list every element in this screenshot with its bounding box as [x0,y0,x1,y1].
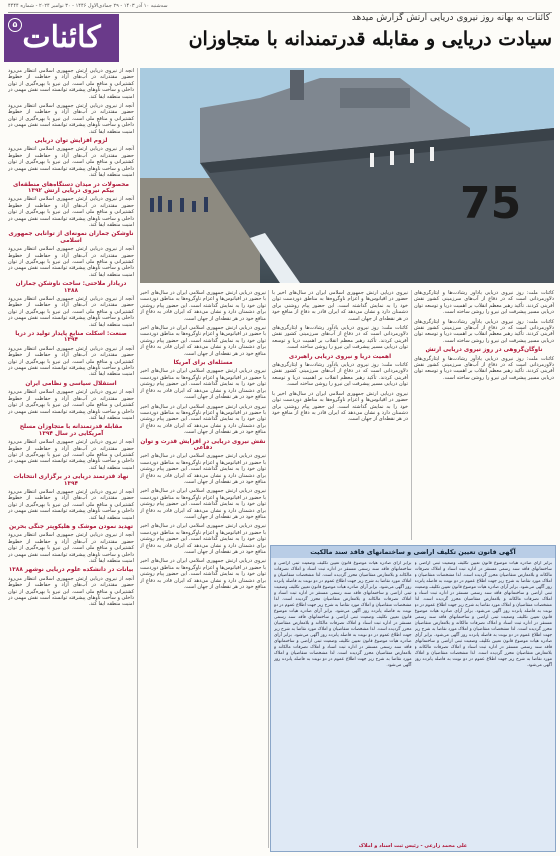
left-column [8,68,134,848]
column-divider [411,290,412,540]
left-body-6: آنچه از نیروی دریایی ارتش جمهوری اسلامی انتظار می‌رود حضور مقتدرانه در آب‌های آزاد و حفاظت از خطوط کشتیرانی و منافع ملی است. این نیرو با بهره‌گیری از توان داخلی و ساخت ناوهای پیشرفته توانسته است نقش مهمی در امنیت منطقه ایفا کند. [8,296,134,328]
left-body-8: آنچه از نیروی دریایی ارتش جمهوری اسلامی انتظار می‌رود حضور مقتدرانه در آب‌های آزاد و حفاظت از خطوط کشتیرانی و منافع ملی است. این نیرو با بهره‌گیری از توان داخلی و ساخت ناوهای پیشرفته توانسته است نقش مهمی در امنیت منطقه ایفا کند. [8,389,134,421]
middle-body-1: نیروی دریایی ارتش جمهوری اسلامی ایران در سال‌های اخیر با حضور در اقیانوس‌ها و اعزام ناوگروه‌ها به مناطق دوردست توان خود را به نمایش گذاشته است. این حضور پیام روشنی برای دشمنان دارد و نشان می‌دهد که ایران قادر به دفاع از منافع خود در هر نقطه‌ای از جهان است. [140,290,266,322]
left-body-2: آنچه از نیروی دریایی ارتش جمهوری اسلامی انتظار می‌رود حضور مقتدرانه در آب‌های آزاد و حفاظت از خطوط کشتیرانی و منافع ملی است. این نیرو با بهره‌گیری از توان داخلی و ساخت ناوهای پیشرفته توانسته است نقش مهمی در امنیت منطقه ایفا کند. [8,103,134,135]
notice-text: برابر آرای صادره هیات موضوع قانون تعیین تکلیف وضعیت ثبتی اراضی و ساختمانهای فاقد سند رسمی مستقر در اداره ثبت اسناد و املاک تصرفات مالکانه و بلامعارض متقاضیان محرز گردیده است. لذا مشخصات متقاضیان و املاک مورد تقاضا به شرح زیر جهت اطلاع عموم در دو نوبت به فاصله پانزده روز آگهی می‌شود. [274,633,412,668]
notice-body [271,558,555,848]
right-body-2: کائنات ملت: روز نیروی دریایی یادآور رشادت‌ها و ایثارگری‌های دلاورمردانی است که در دفاع از آب‌های سرزمینی کشور نقش آفرینی کردند. تأکید رهبر معظم انقلاب بر اهمیت دریا و توسعه توان دریایی مسیر پیشرفت این نیرو را روشن ساخته است. [414,318,554,344]
middle-body-6: نیروی دریایی ارتش جمهوری اسلامی ایران در سال‌های اخیر با حضور در اقیانوس‌ها و اعزام ناوگروه‌ها به مناطق دوردست توان خود را به نمایش گذاشته است. این حضور پیام روشنی برای دشمنان دارد و نشان می‌دهد که ایران قادر به دفاع از منافع خود در هر نقطه‌ای از جهان است. [140,488,266,520]
notice-title: آگهی قانون تعیین تکلیف اراضی و ساختمانهای فاقد سند مالکیت [271,546,555,558]
left-body-5: آنچه از نیروی دریایی ارتش جمهوری اسلامی انتظار می‌رود حضور مقتدرانه در آب‌های آزاد و حفاظت از خطوط کشتیرانی و منافع ملی است. این نیرو با بهره‌گیری از توان داخلی و ساخت ناوهای پیشرفته توانسته است نقش مهمی در امنیت منطقه ایفا کند. [8,246,134,278]
notice-signature: علی محمد زارعی - رئیس ثبت اسناد و املاک [358,843,468,849]
center-body-3: کائنات ملت: روز نیروی دریایی یادآور رشادت‌ها و ایثارگری‌های دلاورمردانی است که در دفاع از آب‌های سرزمینی کشور نقش آفرینی کردند. تأکید رهبر معظم انقلاب بر اهمیت دریا و توسعه توان دریایی مسیر پیشرفت این نیرو را روشن ساخته است. [272,362,408,388]
middle-subhead-1: مسئله‌ای برای آمریکا [173,360,233,367]
middle-body-8: نیروی دریایی ارتش جمهوری اسلامی ایران در سال‌های اخیر با حضور در اقیانوس‌ها و اعزام ناوگروه‌ها به مناطق دوردست توان خود را به نمایش گذاشته است. این حضور پیام روشنی برای دشمنان دارد و نشان می‌دهد که ایران قادر به دفاع از منافع خود در هر نقطه‌ای از جهان است. [140,558,266,591]
left-subhead-8: نهاد قدرتمند دریایی در برگزاری انتخابات ۱۳۹۴ [13,474,129,487]
left-body-10: آنچه از نیروی دریایی ارتش جمهوری اسلامی انتظار می‌رود حضور مقتدرانه در آب‌های آزاد و حفاظت از خطوط کشتیرانی و منافع ملی است. این نیرو با بهره‌گیری از توان داخلی و ساخت ناوهای پیشرفته توانسته است نقش مهمی در امنیت منطقه ایفا کند. [8,488,134,521]
kicker: کائنات به بهانه روز نیروی دریایی ارتش گزارش میدهد [351,13,550,23]
left-subhead-5: صنعت: اسکلت منابع پایدار تولید در دریا ۱۳۹۴ [15,331,127,344]
right-column [414,290,554,540]
masthead-title: کائنات [22,20,101,55]
left-subhead-4: دریادار ملاحتی: ساخت ناوشکن جماران ۱۳۸۸ [15,281,127,294]
left-subhead-6: استقلال سیاسی و نظامی ایران [25,380,117,387]
middle-body-7: نیروی دریایی ارتش جمهوری اسلامی ایران در سال‌های اخیر با حضور در اقیانوس‌ها و اعزام ناوگروه‌ها به مناطق دوردست توان خود را به نمایش گذاشته است. این حضور پیام روشنی برای دشمنان دارد و نشان می‌دهد که ایران قادر به دفاع از منافع خود در هر نقطه‌ای از جهان است. [140,523,266,556]
middle-body-3: نیروی دریایی ارتش جمهوری اسلامی ایران در سال‌های اخیر با حضور در اقیانوس‌ها و اعزام ناوگروه‌ها به مناطق دوردست توان خود را به نمایش گذاشته است. این حضور پیام روشنی برای دشمنان دارد و نشان می‌دهد که ایران قادر به دفاع از منافع خود در هر نقطه‌ای از جهان است. [140,368,266,401]
left-subhead-9: تهدید نمودن موشک و هلیکوپتر جنگی بحرین [8,524,134,530]
notice-text: برابر آرای صادره هیات موضوع قانون تعیین تکلیف وضعیت ثبتی اراضی و ساختمانهای فاقد سند رسمی مستقر در اداره ثبت اسناد و املاک تصرفات مالکانه و بلامعارض متقاضیان محرز گردیده است. لذا مشخصات متقاضیان و املاک مورد تقاضا به شرح زیر جهت اطلاع عموم در دو نوبت به فاصله پانزده روز آگهی می‌شود. [414,609,552,638]
notice-text: برابر آرای صادره هیات موضوع قانون تعیین تکلیف وضعیت ثبتی اراضی و ساختمانهای فاقد سند رسمی مستقر در اداره ثبت اسناد و املاک تصرفات مالکانه و بلامعارض متقاضیان محرز گردیده است. لذا مشخصات متقاضیان و املاک مورد تقاضا به شرح زیر جهت اطلاع عموم در دو نوبت به فاصله پانزده روز آگهی می‌شود. [414,633,552,668]
right-body-3: کائنات ملت: روز نیروی دریایی یادآور رشادت‌ها و ایثارگری‌های دلاورمردانی است که در دفاع از آب‌های سرزمینی کشور نقش آفرینی کردند. تأکید رهبر معظم انقلاب بر اهمیت دریا و توسعه توان دریایی مسیر پیشرفت این نیرو را روشن ساخته است. [414,355,554,381]
left-body-3: آنچه از نیروی دریایی ارتش جمهوری اسلامی انتظار می‌رود حضور مقتدرانه در آب‌های آزاد و حفاظت از خطوط کشتیرانی و منافع ملی است. این نیرو با بهره‌گیری از توان داخلی و ساخت ناوهای پیشرفته توانسته است نقش مهمی در امنیت منطقه ایفا کند. [8,146,134,179]
warship-photo [140,68,554,283]
dateline: سه‌شنبه ۱۰ آذر ۱۴۰۳ - ۲۹ جمادی‌الاول ۱۴۴۶ - ۳۰ نوامبر ۲۰۲۴ - شماره ۴۴۴۴ [8,3,552,13]
left-subhead-1: لزوم افزایش توان دریایی [34,138,108,145]
left-body-1: آنچه از نیروی دریایی ارتش جمهوری اسلامی انتظار می‌رود حضور مقتدرانه در آب‌های آزاد و حفاظت از خطوط کشتیرانی و منافع ملی است. این نیرو با بهره‌گیری از توان داخلی و ساخت ناوهای پیشرفته توانسته است نقش مهمی در امنیت منطقه ایفا کند. [8,68,134,100]
page-number: ۵ [8,18,22,32]
left-body-4: آنچه از نیروی دریایی ارتش جمهوری اسلامی انتظار می‌رود حضور مقتدرانه در آب‌های آزاد و حفاظت از خطوط کشتیرانی و منافع ملی است. این نیرو با بهره‌گیری از توان داخلی و ساخت ناوهای پیشرفته توانسته است نقش مهمی در امنیت منطقه ایفا کند. [8,196,134,228]
middle-body-2: نیروی دریایی ارتش جمهوری اسلامی ایران در سال‌های اخیر با حضور در اقیانوس‌ها و اعزام ناوگروه‌ها به مناطق دوردست توان خود را به نمایش گذاشته است. این حضور پیام روشنی برای دشمنان دارد و نشان می‌دهد که ایران قادر به دفاع از منافع خود در هر نقطه‌ای از جهان است. [140,325,266,357]
left-body-12: آنچه از نیروی دریایی ارتش جمهوری اسلامی انتظار می‌رود حضور مقتدرانه در آب‌های آزاد و حفاظت از خطوط کشتیرانی و منافع ملی است. این نیرو با بهره‌گیری از توان داخلی و ساخت ناوهای پیشرفته توانسته است نقش مهمی در امنیت منطقه ایفا کند. [8,575,134,608]
warship-illustration [140,68,554,283]
notice-text: برابر آرای صادره هیات موضوع قانون تعیین تکلیف وضعیت ثبتی اراضی و ساختمانهای فاقد سند رسمی مستقر در اداره ثبت اسناد و املاک تصرفات مالکانه و بلامعارض متقاضیان محرز گردیده است. لذا مشخصات متقاضیان و املاک مورد تقاضا به شرح زیر جهت اطلاع عموم در دو نوبت به فاصله پانزده روز آگهی می‌شود. [414,561,552,590]
middle-body-4: نیروی دریایی ارتش جمهوری اسلامی ایران در سال‌های اخیر با حضور در اقیانوس‌ها و اعزام ناوگروه‌ها به مناطق دوردست توان خود را به نمایش گذاشته است. این حضور پیام روشنی برای دشمنان دارد و نشان می‌دهد که ایران قادر به دفاع از منافع خود در هر نقطه‌ای از جهان است. [140,403,266,436]
left-subhead-2: محصولات در میدان دستگاه‌های منطقه‌ای بیکم نیروی دریایی ارتش ۱۳۹۲ [13,181,129,194]
left-body-11: آنچه از نیروی دریایی ارتش جمهوری اسلامی انتظار می‌رود حضور مقتدرانه در آب‌های آزاد و حفاظت از خطوط کشتیرانی و منافع ملی است. این نیرو با بهره‌گیری از توان داخلی و ساخت ناوهای پیشرفته توانسته است نقش مهمی در امنیت منطقه ایفا کند. [8,532,134,565]
notice-text: برابر آرای صادره هیات موضوع قانون تعیین تکلیف وضعیت ثبتی اراضی و ساختمانهای فاقد سند رسمی مستقر در اداره ثبت اسناد و املاک تصرفات مالکانه و بلامعارض متقاضیان محرز گردیده است. لذا مشخصات متقاضیان و املاک مورد تقاضا به شرح زیر جهت اطلاع عموم در دو نوبت به فاصله پانزده روز آگهی می‌شود. [274,585,412,614]
center-body-2: کائنات ملت: روز نیروی دریایی یادآور رشادت‌ها و ایثارگری‌های دلاورمردانی است که در دفاع از آب‌های سرزمینی کشور نقش آفرینی کردند. تأکید رهبر معظم انقلاب بر اهمیت دریا و توسعه توان دریایی مسیر پیشرفت این نیرو را روشن ساخته است. [272,325,408,351]
notice-text: برابر آرای صادره هیات موضوع قانون تعیین تکلیف وضعیت ثبتی اراضی و ساختمانهای فاقد سند رسمی مستقر در اداره ثبت اسناد و املاک تصرفات مالکانه و بلامعارض متقاضیان محرز گردیده است. لذا مشخصات متقاضیان و املاک مورد تقاضا به شرح زیر جهت اطلاع عموم در دو نوبت به فاصله پانزده روز آگهی می‌شود. [414,585,552,614]
column-divider [137,68,138,848]
left-subhead-10: بیانات در دانشکده علوم دریایی نوشهر ۱۳۸۸ [8,567,134,574]
middle-subhead-2: نقش نیروی دریایی در افزایش قدرت و توان دفاعی [140,438,266,451]
page-headline: سیادت دریایی و مقابله قدرتمندانه با متجاوزان [188,28,552,50]
left-subhead-7: مقابله قدرتمندانه با متجاوزان مسلح آمریکایی در سال ۱۳۹۴ [19,424,123,437]
center-body-1: نیروی دریایی ارتش جمهوری اسلامی ایران در سال‌های اخیر با حضور در اقیانوس‌ها و اعزام ناوگروه‌ها به مناطق دوردست توان خود را به نمایش گذاشته است. این حضور پیام روشنی برای دشمنان دارد و نشان می‌دهد که ایران قادر به دفاع از منافع خود در هر نقطه‌ای از جهان است. [272,290,408,322]
notice-text: برابر آرای صادره هیات موضوع قانون تعیین تکلیف وضعیت ثبتی اراضی و ساختمانهای فاقد سند رسمی مستقر در اداره ثبت اسناد و املاک تصرفات مالکانه و بلامعارض متقاضیان محرز گردیده است. لذا مشخصات متقاضیان و املاک مورد تقاضا به شرح زیر جهت اطلاع عموم در دو نوبت به فاصله پانزده روز آگهی می‌شود. [274,609,412,638]
middle-body-5: نیروی دریایی ارتش جمهوری اسلامی ایران در سال‌های اخیر با حضور در اقیانوس‌ها و اعزام ناوگروه‌ها به مناطق دوردست توان خود را به نمایش گذاشته است. این حضور پیام روشنی برای دشمنان دارد و نشان می‌دهد که ایران قادر به دفاع از منافع خود در هر نقطه‌ای از جهان است. [140,453,266,485]
notice-column [274,561,412,845]
center-column [272,290,408,540]
center-subhead-1: اهمیت دریا و نیروی دریایی راهبردی [288,353,392,360]
column-divider [268,290,269,848]
right-body-1: کائنات ملت: روز نیروی دریایی یادآور رشادت‌ها و ایثارگری‌های دلاورمردانی است که در دفاع از آب‌های سرزمینی کشور نقش آفرینی کردند. تأکید رهبر معظم انقلاب بر اهمیت دریا و توسعه توان دریایی مسیر پیشرفت این نیرو را روشن ساخته است. [414,290,554,316]
left-body-9: آنچه از نیروی دریایی ارتش جمهوری اسلامی انتظار می‌رود حضور مقتدرانه در آب‌های آزاد و حفاظت از خطوط کشتیرانی و منافع ملی است. این نیرو با بهره‌گیری از توان داخلی و ساخت ناوهای پیشرفته توانسته است نقش مهمی در امنیت منطقه ایفا کند. [8,439,134,471]
left-subhead-3: ناوشکن جماران نمونه‌ای از توانایی جمهوری اسلامی [8,231,134,244]
left-body-7: آنچه از نیروی دریایی ارتش جمهوری اسلامی انتظار می‌رود حضور مقتدرانه در آب‌های آزاد و حفاظت از خطوط کشتیرانی و منافع ملی است. این نیرو با بهره‌گیری از توان داخلی و ساخت ناوهای پیشرفته توانسته است نقش مهمی در امنیت منطقه ایفا کند. [8,345,134,378]
notice-column [415,561,553,845]
notice-text: برابر آرای صادره هیات موضوع قانون تعیین تکلیف وضعیت ثبتی اراضی و ساختمانهای فاقد سند رسمی مستقر در اداره ثبت اسناد و املاک تصرفات مالکانه و بلامعارض متقاضیان محرز گردیده است. لذا مشخصات متقاضیان و املاک مورد تقاضا به شرح زیر جهت اطلاع عموم در دو نوبت به فاصله پانزده روز آگهی می‌شود. [274,561,412,590]
hull-number: 75 [460,178,522,229]
masthead-logo [4,14,119,62]
middle-column [140,290,266,848]
legal-notice-box [270,545,556,852]
right-subhead-1: ناوگان‌گروهی در روز نیروی دریایی ارتش [425,347,543,354]
center-body-4: نیروی دریایی ارتش جمهوری اسلامی ایران در سال‌های اخیر با حضور در اقیانوس‌ها و اعزام ناوگروه‌ها به مناطق دوردست توان خود را به نمایش گذاشته است. این حضور پیام روشنی برای دشمنان دارد و نشان می‌دهد که ایران قادر به دفاع از منافع خود در هر نقطه‌ای از جهان است. [272,390,408,423]
